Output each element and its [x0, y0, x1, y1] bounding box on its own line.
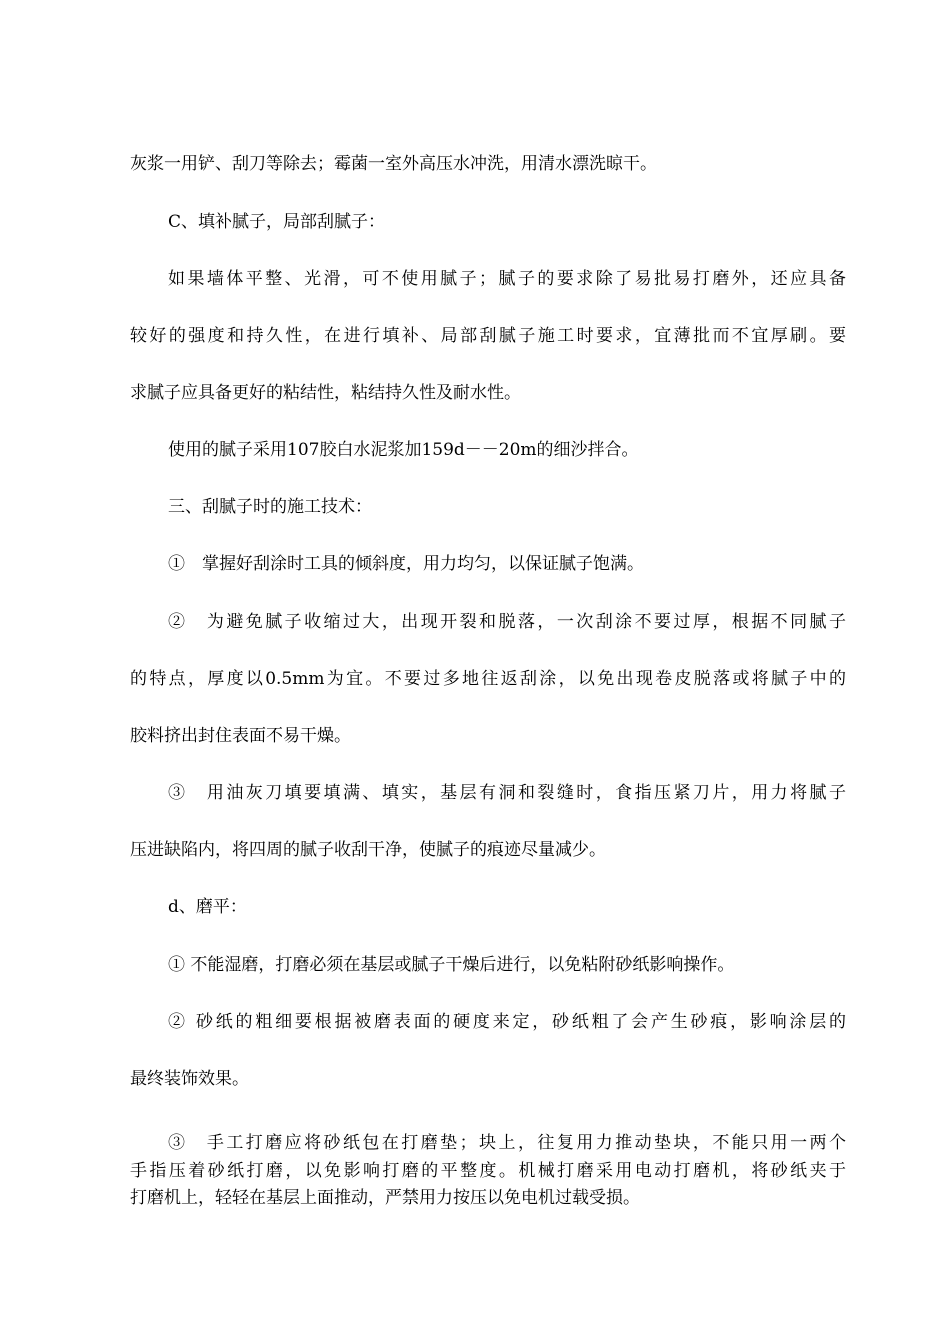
paragraph-line: 胶料挤出封住表面不易干燥。	[130, 726, 351, 746]
paragraph-line: 求腻子应具备更好的粘结性，粘结持久性及耐水性。	[130, 383, 521, 403]
list-item: ① 不能湿磨，打磨必须在基层或腻子干燥后进行，以免粘附砂纸影响操作。	[168, 955, 735, 975]
section-heading: C、填补腻子，局部刮腻子：	[168, 212, 386, 232]
paragraph-line: 压进缺陷内，将四周的腻子收刮干净，使腻子的痕迹尽量减少。	[130, 840, 606, 860]
paragraph-line: 手指压着砂纸打磨，以免影响打磨的平整度。机械打磨采用电动打磨机，将砂纸夹于	[130, 1161, 846, 1181]
list-item: ③ 手工打磨应将砂纸包在打磨垫；块上，往复用力推动垫块，不能只用一两个	[168, 1133, 846, 1153]
paragraph-line: 灰浆一用铲、刮刀等除去；霉菌一室外高压水冲洗，用清水漂洗晾干。	[130, 154, 657, 174]
list-item: ② 为避免腻子收缩过大，出现开裂和脱落，一次刮涂不要过厚，根据不同腻子	[168, 612, 846, 632]
section-heading: d、磨平：	[168, 897, 247, 917]
paragraph-line: 如果墙体平整、光滑，可不使用腻子；腻子的要求除了易批易打磨外，还应具备	[168, 269, 846, 289]
paragraph-line: 较好的强度和持久性，在进行填补、局部刮腻子施工时要求，宜薄批而不宜厚刷。要	[130, 326, 846, 346]
list-item: ② 砂纸的粗细要根据被磨表面的硬度来定，砂纸粗了会产生砂痕，影响涂层的	[168, 1012, 846, 1032]
list-item: ① 掌握好刮涂时工具的倾斜度，用力均匀，以保证腻子饱满。	[168, 554, 644, 574]
paragraph-line: 的特点，厚度以0.5mm为宜。不要过多地往返刮涂，以免出现卷皮脱落或将腻子中的	[130, 669, 846, 689]
list-item: ③ 用油灰刀填要填满、填实，基层有洞和裂缝时，食指压紧刀片，用力将腻子	[168, 783, 846, 803]
paragraph-line: 打磨机上，轻轻在基层上面推动，严禁用力按压以免电机过载受损。	[130, 1188, 640, 1208]
paragraph-line: 最终装饰效果。	[130, 1069, 249, 1089]
section-heading: 三、刮腻子时的施工技术：	[168, 497, 372, 517]
paragraph-line: 使用的腻子采用107胶白水泥浆加159d－－20m的细沙拌合。	[168, 440, 639, 460]
